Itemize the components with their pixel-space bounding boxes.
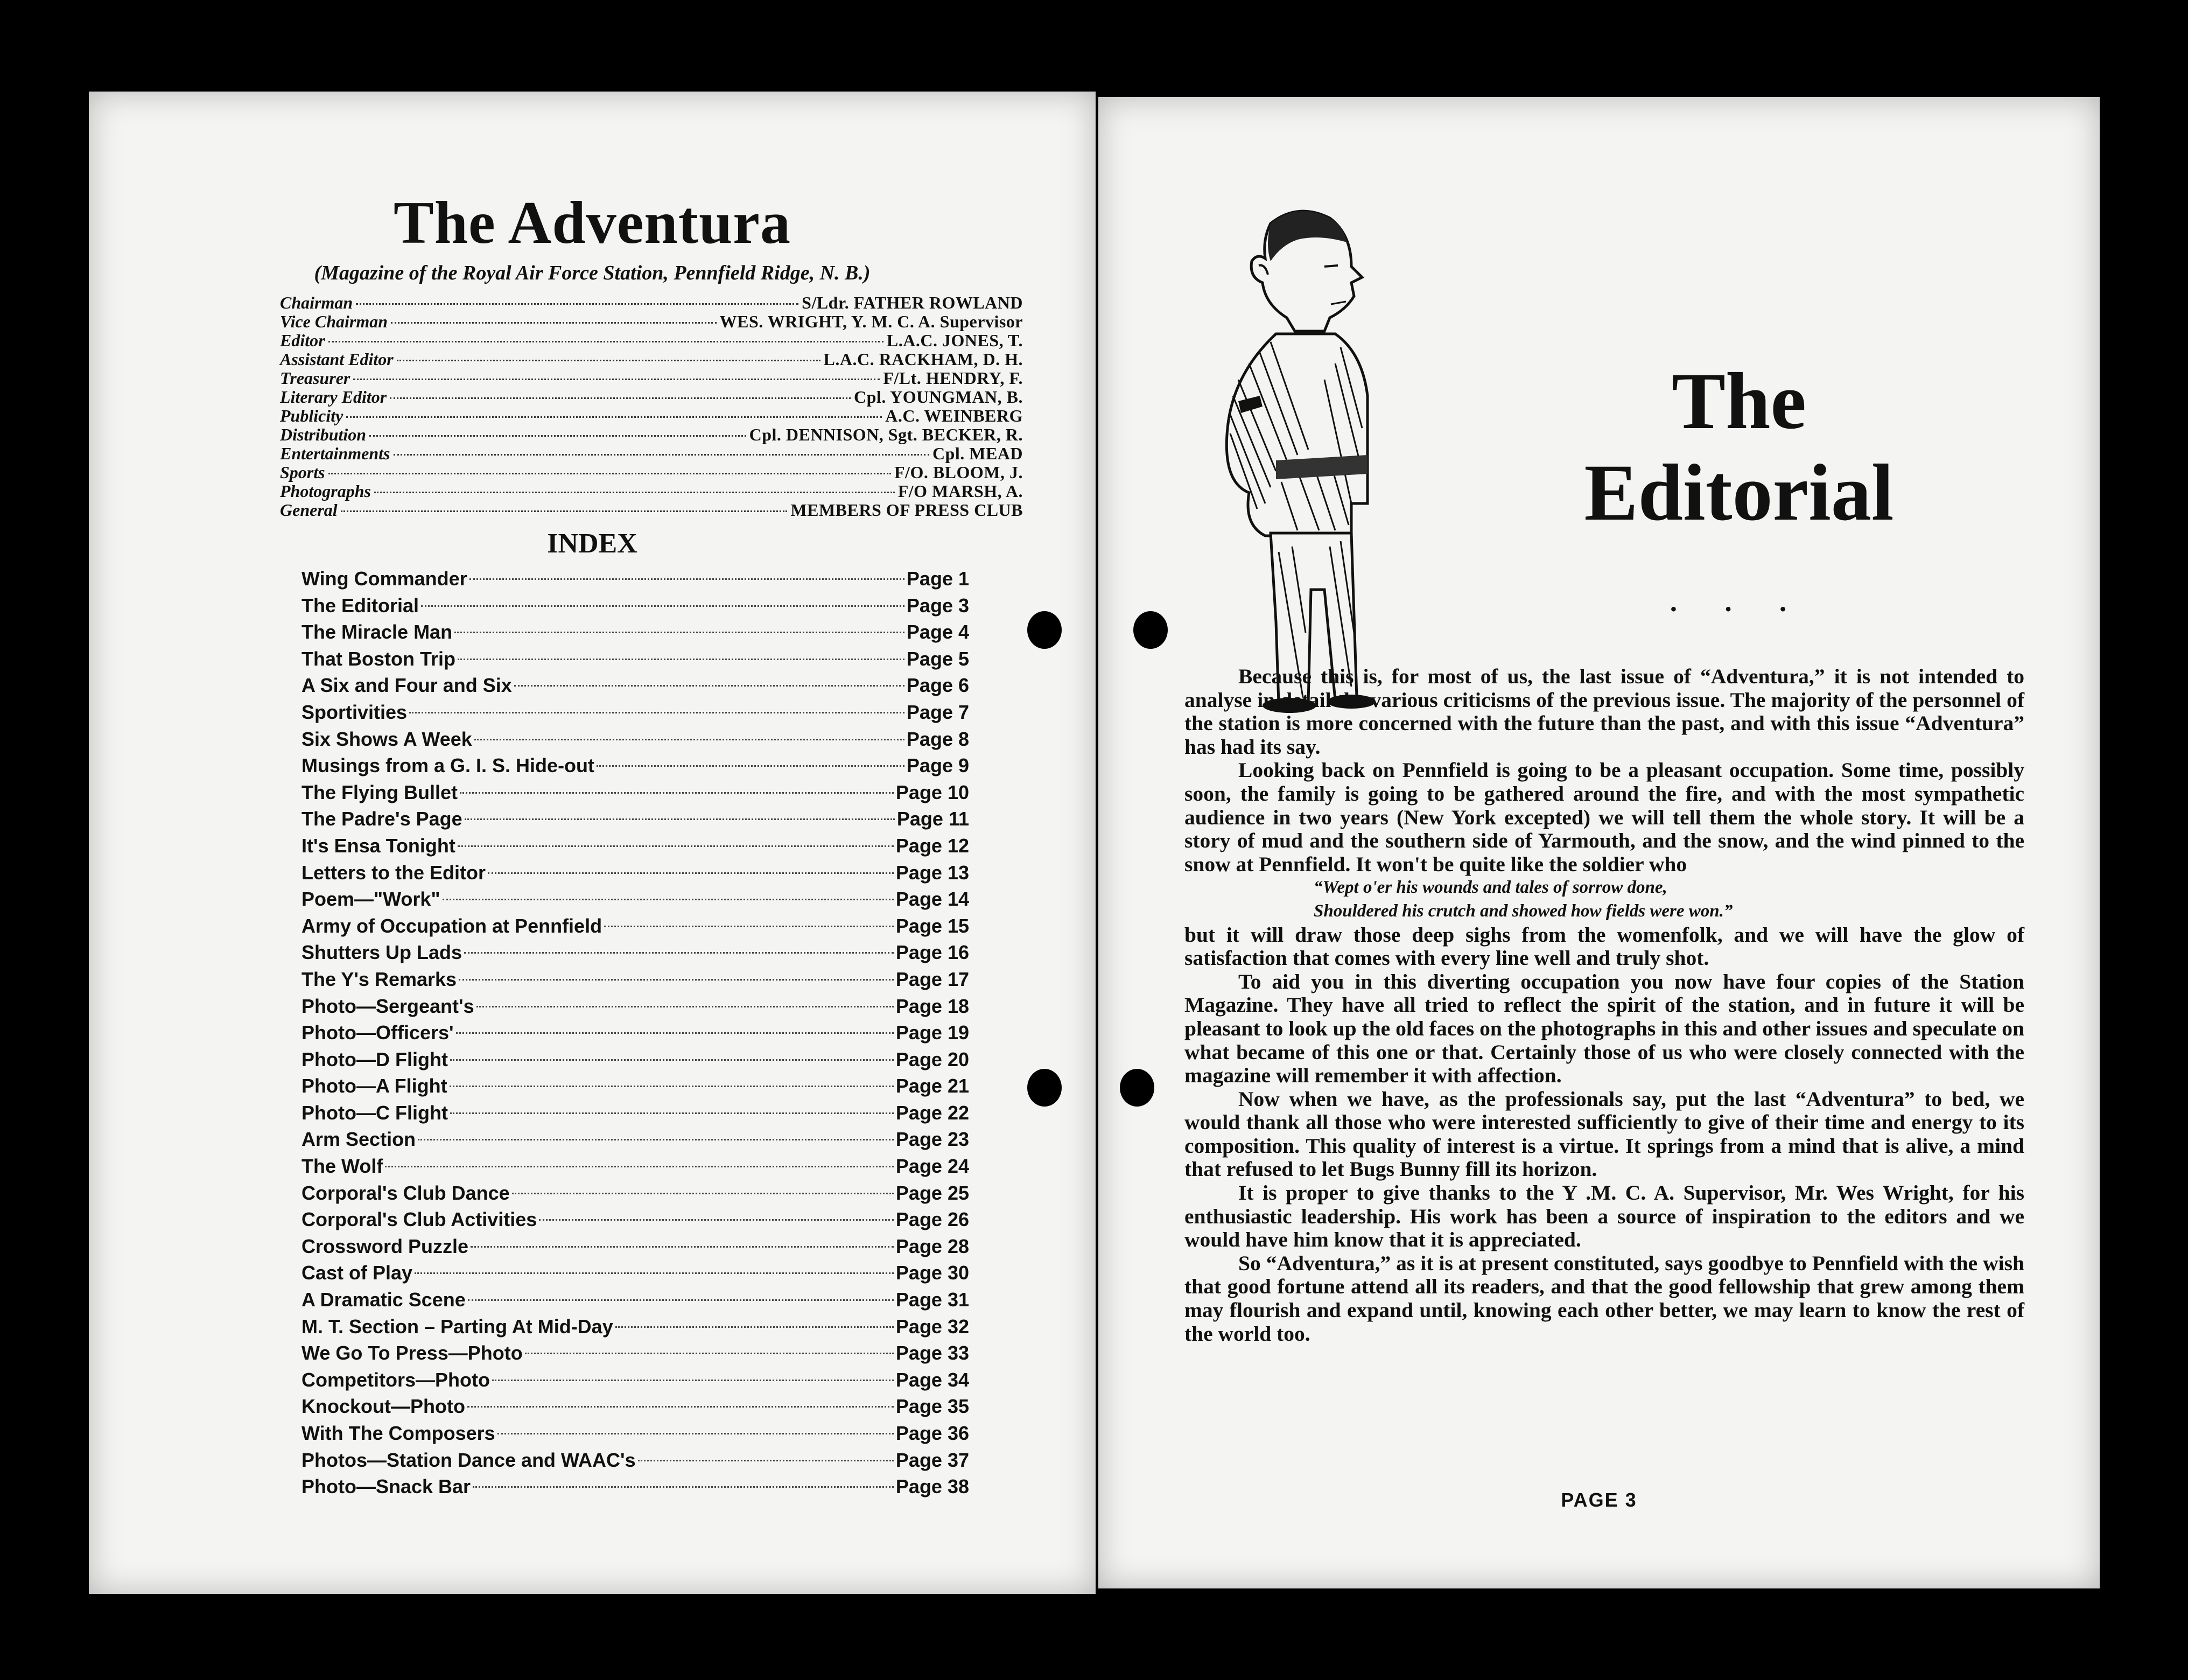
- index-entry-page: Page 3: [906, 594, 969, 617]
- index-entry: [301, 1100, 969, 1126]
- staff-row: [280, 482, 1023, 501]
- staff-name: L.A.C. JONES, T.: [886, 331, 1023, 350]
- index-entry-title: Crossword Puzzle: [301, 1235, 469, 1257]
- index-entry-page: Page 8: [906, 727, 969, 750]
- index-entry: [301, 1340, 969, 1367]
- punch-hole: [1027, 1069, 1062, 1107]
- index-entry: [301, 1259, 969, 1286]
- index-entry-page: Page 32: [895, 1315, 969, 1338]
- leader-dots: [394, 454, 929, 456]
- leader-dots: [474, 739, 904, 740]
- index-entry: [301, 672, 969, 699]
- index-entry-title: The Editorial: [301, 594, 419, 617]
- staff-row: [280, 312, 1023, 331]
- staff-role: Publicity: [280, 406, 343, 425]
- index-entry: [301, 646, 969, 673]
- staff-name: F/O. BLOOM, J.: [894, 463, 1023, 482]
- index-entry-page: Page 25: [895, 1181, 969, 1204]
- leader-dots: [468, 1299, 894, 1301]
- index-entry-page: Page 38: [895, 1475, 969, 1498]
- staff-row: [280, 388, 1023, 407]
- index-entry-title: Photo—Sergeant's: [301, 995, 474, 1017]
- index-entry-title: The Flying Bullet: [301, 781, 458, 803]
- index-entry-page: Page 24: [895, 1155, 969, 1178]
- index-entry-title: That Boston Trip: [301, 647, 455, 670]
- leader-dots: [597, 765, 904, 767]
- staff-role: Vice Chairman: [280, 312, 388, 331]
- index-entry-title: With The Composers: [301, 1422, 495, 1444]
- index-entry: [301, 1393, 969, 1420]
- index-entry-page: Page 19: [895, 1021, 969, 1044]
- leader-dots: [604, 926, 894, 927]
- staff-role: General: [280, 500, 338, 520]
- editorial-paragraph: Because this is, for most of us, the last issue of “Adventura,” it is not intended to analyse in detail the various criticisms of the previous issue. The majority of the personnel of the station is more concerned with the future than the past, and with this issue “Adventura” has had its say.: [1184, 664, 2024, 759]
- index-entry: [301, 779, 969, 806]
- staff-row: [280, 369, 1023, 388]
- staff-row: [280, 425, 1023, 444]
- staff-name: F/O MARSH, A.: [897, 481, 1023, 501]
- index-entry-title: Corporal's Club Activities: [301, 1208, 537, 1231]
- leader-dots: [638, 1460, 894, 1461]
- index-entry-title: Knockout—Photo: [301, 1395, 465, 1418]
- index-entry-title: The Padre's Page: [301, 808, 462, 830]
- leader-dots: [341, 510, 788, 512]
- leader-dots: [525, 1353, 894, 1354]
- index-entry: [301, 1233, 969, 1260]
- leader-dots: [514, 685, 904, 687]
- staff-name: MEMBERS OF PRESS CLUB: [790, 500, 1023, 520]
- leader-dots: [450, 1086, 894, 1087]
- staff-name: S/Ldr. FATHER ROWLAND: [802, 293, 1023, 312]
- index-entry-page: Page 20: [895, 1048, 969, 1070]
- leader-dots: [397, 360, 821, 361]
- quote-line: “Wept o'er his wounds and tales of sorrow done,: [1314, 878, 1667, 898]
- staff-role: Distribution: [280, 425, 367, 444]
- staff-row: [280, 407, 1023, 425]
- editorial-title-line1: The: [1671, 356, 1807, 446]
- staff-row: [280, 463, 1023, 482]
- leader-dots: [458, 845, 894, 847]
- index-entry-page: Page 16: [895, 941, 969, 964]
- index-entry: [301, 1206, 969, 1233]
- index-entry: [301, 939, 969, 966]
- index-entry-title: It's Ensa Tonight: [301, 834, 455, 857]
- index-entry: [301, 806, 969, 832]
- index-entry-title: Letters to the Editor: [301, 861, 486, 884]
- index-entry-title: Cast of Play: [301, 1262, 413, 1284]
- index-entry: [301, 1073, 969, 1100]
- index-entry: [301, 1180, 969, 1207]
- staff-row: [280, 501, 1023, 520]
- index-entry-title: Shutters Up Lads: [301, 941, 462, 964]
- index-entry-page: Page 5: [906, 647, 969, 670]
- punch-hole: [1133, 611, 1168, 649]
- leader-dots: [473, 1486, 894, 1488]
- index-entry: [301, 1286, 969, 1313]
- index-entry-title: The Miracle Man: [301, 621, 453, 643]
- leader-dots: [497, 1433, 894, 1434]
- index-entry-page: Page 33: [895, 1342, 969, 1364]
- leader-dots: [454, 632, 904, 633]
- index-entry-title: Six Shows A Week: [301, 727, 472, 750]
- index-entry: [301, 592, 969, 619]
- index-entry: [301, 1420, 969, 1447]
- index-entry: [301, 1367, 969, 1394]
- index-entry: [301, 1019, 969, 1046]
- punch-hole: [1120, 1069, 1154, 1107]
- leader-dots: [456, 1032, 894, 1034]
- index-entry-title: Photo—Snack Bar: [301, 1475, 471, 1498]
- index-entry: [301, 1126, 969, 1153]
- index-entry-title: Photo—D Flight: [301, 1048, 448, 1070]
- leader-dots: [465, 818, 895, 820]
- index-entry: [301, 565, 969, 592]
- index-entry-page: Page 15: [895, 914, 969, 937]
- editorial-title: [1497, 355, 1981, 538]
- index-entry-title: A Six and Four and Six: [301, 674, 512, 697]
- index-entry: [301, 993, 969, 1020]
- leader-dots: [356, 303, 798, 305]
- index-entry-page: Page 34: [895, 1368, 969, 1391]
- editorial-paragraph: Looking back on Pennfield is going to be a pleasant occupation. Some time, possibly soon, the family is going to be gathered around the fire, and with the most sympathetic audience in two years (New York excepted) we will tell them the whole story. It will be a story of mud and the southern side of Yarmouth, and the snow, and the wind pinned to the snow at Pennfield. It won't be quite like the soldier who: [1184, 758, 2024, 876]
- index-entry-page: Page 22: [895, 1101, 969, 1124]
- index-entry-title: We Go To Press—Photo: [301, 1342, 523, 1364]
- index-entry-page: Page 1: [906, 568, 969, 590]
- staff-row: [280, 444, 1023, 463]
- leader-dots: [409, 712, 904, 713]
- index-entry-title: A Dramatic Scene: [301, 1289, 466, 1311]
- index-list: [301, 565, 969, 1500]
- staff-name: WES. WRIGHT, Y. M. C. A. Supervisor: [719, 312, 1023, 331]
- index-entry-title: Photos—Station Dance and WAAC's: [301, 1448, 636, 1471]
- leader-dots: [476, 1006, 894, 1007]
- right-page: [1098, 97, 2100, 1588]
- index-entry-page: Page 28: [895, 1235, 969, 1257]
- leader-dots: [443, 899, 894, 900]
- staff-role: Chairman: [280, 293, 353, 312]
- index-entry-page: Page 21: [895, 1075, 969, 1097]
- index-entry-title: Competitors—Photo: [301, 1368, 490, 1391]
- staff-role: Editor: [280, 331, 325, 350]
- magazine-subtitle: (Magazine of the Royal Air Force Station, Pennfield Ridge, N. B.): [314, 262, 871, 284]
- index-entry-title: Arm Section: [301, 1128, 416, 1151]
- leader-dots: [469, 578, 904, 580]
- quote-line: Shouldered his crutch and showed how fields were won.”: [1314, 901, 1733, 921]
- staff-masthead: [280, 293, 1023, 520]
- staff-role: Assistant Editor: [280, 349, 394, 369]
- leader-dots: [328, 473, 891, 474]
- index-entry: [301, 699, 969, 726]
- index-entry-title: Poem—"Work": [301, 888, 440, 911]
- staff-role: Literary Editor: [280, 387, 387, 407]
- leader-dots: [421, 605, 904, 607]
- punch-hole: [1027, 611, 1062, 649]
- index-entry-page: Page 31: [895, 1289, 969, 1311]
- index-entry: [301, 966, 969, 993]
- staff-role: Photographs: [280, 481, 371, 501]
- leader-dots: [346, 416, 882, 418]
- leader-dots: [385, 1166, 894, 1167]
- index-entry-page: Page 9: [906, 754, 969, 777]
- staff-role: Treasurer: [280, 368, 350, 388]
- index-entry-title: Photo—A Flight: [301, 1075, 447, 1097]
- index-entry: [301, 1313, 969, 1340]
- magazine-title: The Adventura: [394, 190, 791, 256]
- leader-dots: [391, 322, 717, 324]
- leader-dots: [467, 1406, 894, 1408]
- ornament-dots: • • •: [1670, 598, 1808, 620]
- leader-dots: [450, 1112, 894, 1114]
- index-entry-title: Army of Occupation at Pennfield: [301, 914, 602, 937]
- staff-role: Entertainments: [280, 444, 390, 463]
- leader-dots: [492, 1380, 894, 1381]
- staff-name: Cpl. YOUNGMAN, B.: [854, 387, 1023, 407]
- leader-dots: [512, 1193, 894, 1194]
- index-entry: [301, 726, 969, 753]
- index-entry-title: Musings from a G. I. S. Hide-out: [301, 754, 595, 777]
- index-entry-page: Page 35: [895, 1395, 969, 1418]
- index-entry: [301, 913, 969, 940]
- index-entry-page: Page 11: [896, 808, 969, 830]
- staff-name: A.C. WEINBERG: [885, 406, 1023, 425]
- leader-dots: [459, 979, 894, 981]
- leader-dots: [390, 397, 851, 399]
- editorial-paragraph: To aid you in this diverting occupation you now have four copies of the Station Magazine. They have all tried to reflect the spirit of the station, and in future it will be pleasant to look up the old faces on the photographs in this and other issues and speculate on what became of this one or that. Certainly those of us who were closely connected with the magazine will remember it with affection.: [1184, 969, 2024, 1088]
- editorial-paragraph: It is proper to give thanks to the Y .M. C. A. Supervisor, Mr. Wes Wright, for his enthusiastic leadership. His work has been a source of inspiration to the editors and we would have him know that it is appreciated.: [1184, 1181, 2024, 1252]
- staff-name: Cpl. MEAD: [932, 444, 1023, 463]
- editorial-paragraph: Now when we have, as the professionals say, put the last “Adventura” to bed, we would thank all those who were interested sufficiently to give of their time and energy to its composition. This quality of interest is a virtue. It springs from a mind that is alive, a mind that refused to let Bugs Bunny fill its horizon.: [1184, 1087, 2024, 1181]
- leader-dots: [328, 341, 883, 342]
- leader-dots: [353, 379, 880, 380]
- staff-row: [280, 331, 1023, 350]
- index-heading: INDEX: [547, 528, 637, 559]
- index-entry-page: Page 23: [895, 1128, 969, 1151]
- leader-dots: [418, 1139, 894, 1140]
- index-entry-title: Corporal's Club Dance: [301, 1181, 510, 1204]
- index-entry: [301, 1153, 969, 1180]
- leader-dots: [374, 492, 895, 493]
- index-entry: [301, 832, 969, 859]
- index-entry: [301, 1473, 969, 1500]
- staff-name: Cpl. DENNISON, Sgt. BECKER, R.: [749, 425, 1023, 444]
- index-entry-title: The Wolf: [301, 1155, 383, 1178]
- leader-dots: [488, 872, 894, 874]
- left-page: [89, 92, 1096, 1594]
- editorial-body: [1184, 665, 2024, 1346]
- index-entry-page: Page 18: [895, 995, 969, 1017]
- index-entry-page: Page 37: [895, 1448, 969, 1471]
- leader-dots: [539, 1219, 894, 1221]
- index-entry-page: Page 6: [906, 674, 969, 697]
- leader-dots: [415, 1272, 894, 1274]
- index-entry-page: Page 17: [895, 968, 969, 990]
- staff-name: L.A.C. RACKHAM, D. H.: [823, 349, 1023, 369]
- leader-dots: [460, 792, 894, 794]
- staff-row: [280, 293, 1023, 312]
- index-entry: [301, 752, 969, 779]
- index-entry: [301, 1046, 969, 1073]
- index-entry: [301, 859, 969, 886]
- leader-dots: [615, 1326, 894, 1328]
- index-entry: [301, 619, 969, 646]
- index-entry-page: Page 12: [895, 834, 969, 857]
- index-entry-title: Photo—C Flight: [301, 1101, 448, 1124]
- index-entry-page: Page 4: [906, 621, 969, 643]
- index-entry-title: Photo—Officers': [301, 1021, 454, 1044]
- index-entry: [301, 886, 969, 913]
- index-entry-page: Page 14: [895, 888, 969, 911]
- staff-row: [280, 350, 1023, 369]
- index-entry-title: Wing Commander: [301, 568, 467, 590]
- leader-dots: [450, 1059, 894, 1061]
- editorial-paragraph: but it will draw those deep sighs from the womenfolk, and we will have the glow of satisfaction that comes with every line well and truly shot.: [1184, 922, 2024, 970]
- editorial-paragraph: So “Adventura,” as it is at present constituted, says goodbye to Pennfield with the wish that good fortune attend all its readers, and that the good fellowship that grew among them may flourish and expand until, knowing each other better, we may learn to know the rest of the world too.: [1184, 1251, 2024, 1346]
- leader-dots: [471, 1246, 894, 1248]
- index-entry-page: Page 30: [895, 1262, 969, 1284]
- leader-dots: [464, 952, 894, 954]
- index-entry-page: Page 7: [906, 701, 969, 723]
- page-number: PAGE 3: [1561, 1489, 1637, 1511]
- staff-name: F/Lt. HENDRY, F.: [883, 368, 1023, 388]
- index-entry-title: Sportivities: [301, 701, 408, 723]
- index-entry-title: M. T. Section – Parting At Mid-Day: [301, 1315, 613, 1338]
- leader-dots: [458, 659, 904, 660]
- index-entry-page: Page 26: [895, 1208, 969, 1231]
- index-entry-page: Page 13: [895, 861, 969, 884]
- index-entry-page: Page 10: [895, 781, 969, 803]
- staff-role: Sports: [280, 463, 325, 482]
- editorial-title-line2: Editorial: [1584, 448, 1894, 537]
- index-entry-page: Page 36: [895, 1422, 969, 1444]
- leader-dots: [369, 435, 746, 437]
- index-entry: [301, 1447, 969, 1474]
- index-entry-title: The Y's Remarks: [301, 968, 457, 990]
